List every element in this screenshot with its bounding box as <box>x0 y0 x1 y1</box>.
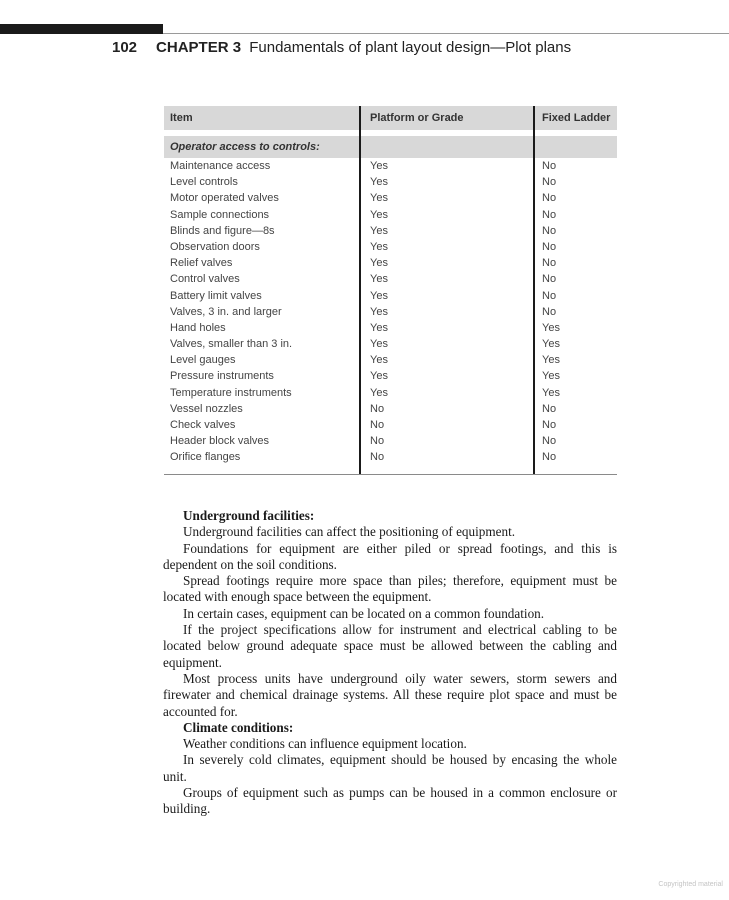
row-item-cell: Blinds and figure—8s <box>170 224 275 237</box>
row-ladder-cell: No <box>533 190 617 206</box>
table-row <box>164 255 617 271</box>
row-ladder-cell: No <box>533 223 617 239</box>
body-text <box>163 508 617 818</box>
table-row <box>164 385 617 401</box>
row-platform-cell: No <box>359 433 533 449</box>
table-section-title: Operator access to controls: <box>170 141 320 153</box>
running-head <box>112 38 571 58</box>
row-platform-cell: No <box>359 449 533 465</box>
body-paragraph: In certain cases, equipment can be located on a common foundation. <box>183 605 545 621</box>
body-paragraph: Underground facilities can affect the positioning of equipment. <box>183 524 516 540</box>
row-ladder-cell: No <box>533 239 617 255</box>
section-heading: Climate conditions: <box>183 719 294 735</box>
row-item-cell: Valves, 3 in. and larger <box>170 305 282 318</box>
row-ladder-cell: No <box>533 255 617 271</box>
chapter-title: Fundamentals of plant layout design—Plot plans <box>249 39 572 56</box>
row-platform-cell: Yes <box>359 158 533 174</box>
table-header <box>164 106 617 130</box>
row-item-cell: Observation doors <box>170 240 260 253</box>
row-item-cell: Hand holes <box>170 321 226 334</box>
row-item-cell: Orifice flanges <box>170 451 241 464</box>
row-item-cell: Sample connections <box>170 208 270 221</box>
row-ladder-cell: Yes <box>533 352 617 368</box>
column-header-ladder: Fixed Ladder <box>533 106 617 130</box>
row-item-cell: Maintenance access <box>170 160 271 172</box>
row-item-cell: Battery limit valves <box>170 289 262 302</box>
row-platform-cell: No <box>359 417 533 433</box>
table-row <box>164 223 617 239</box>
table-section-row <box>164 136 617 158</box>
table-row <box>164 174 617 190</box>
table-row <box>164 352 617 368</box>
row-ladder-cell: Yes <box>533 385 617 401</box>
table-row <box>164 433 617 449</box>
table-row <box>164 417 617 433</box>
table-row <box>164 401 617 417</box>
body-paragraph: Foundations for equipment are either piled or spread footings, and this is dependent on the soil conditions. <box>163 540 617 572</box>
row-ladder-cell: No <box>533 449 617 465</box>
body-paragraph: In severely cold climates, equipment should be housed by encasing the whole unit. <box>163 752 617 784</box>
table-row <box>164 304 617 320</box>
row-platform-cell: Yes <box>359 368 533 384</box>
body-paragraph: Spread footings require more space than piles; therefore, equipment must be located with enough space between the equipment. <box>163 573 617 605</box>
row-ladder-cell: No <box>533 433 617 449</box>
table-row <box>164 320 617 336</box>
body-paragraph: Most process units have underground oily water sewers, storm sewers and firewater and chemical drainage systems. All these require plot space and must be accounted for. <box>163 670 617 719</box>
row-item-cell: Vessel nozzles <box>170 402 243 415</box>
table-row <box>164 449 617 465</box>
row-ladder-cell: Yes <box>533 336 617 352</box>
row-item-cell: Relief valves <box>170 257 233 270</box>
access-table <box>164 106 617 475</box>
section-heading: Underground facilities: <box>183 508 315 523</box>
row-ladder-cell: No <box>533 207 617 223</box>
row-ladder-cell: No <box>533 401 617 417</box>
row-platform-cell: Yes <box>359 223 533 239</box>
table-row <box>164 368 617 384</box>
row-item-cell: Level gauges <box>170 354 236 367</box>
row-platform-cell: Yes <box>359 190 533 206</box>
copyright-watermark: Copyrighted material <box>658 881 723 888</box>
row-item-cell: Header block valves <box>170 435 270 448</box>
body-paragraph: Groups of equipment such as pumps can be housed in a common enclosure or building. <box>163 785 617 817</box>
table-row <box>164 190 617 206</box>
table-row <box>164 336 617 352</box>
row-item-cell: Motor operated valves <box>170 192 279 205</box>
row-platform-cell: Yes <box>359 385 533 401</box>
row-ladder-cell: No <box>533 288 617 304</box>
table-row <box>164 158 617 174</box>
row-ladder-cell: Yes <box>533 320 617 336</box>
row-ladder-cell: No <box>533 158 617 174</box>
row-platform-cell: Yes <box>359 207 533 223</box>
table-row <box>164 207 617 223</box>
row-platform-cell: Yes <box>359 320 533 336</box>
row-item-cell: Level controls <box>170 176 238 189</box>
row-ladder-cell: No <box>533 304 617 320</box>
header-rule <box>163 33 729 34</box>
row-ladder-cell: Yes <box>533 368 617 384</box>
table-row <box>164 288 617 304</box>
table-row <box>164 239 617 255</box>
row-item-cell: Valves, smaller than 3 in. <box>170 338 293 351</box>
row-platform-cell: Yes <box>359 239 533 255</box>
chapter-label: CHAPTER 3 <box>156 39 242 56</box>
row-item-cell: Control valves <box>170 273 240 286</box>
table-bottom-rule <box>164 474 617 475</box>
row-platform-cell: Yes <box>359 271 533 287</box>
page-number: 102 <box>112 39 138 56</box>
row-platform-cell: Yes <box>359 352 533 368</box>
row-platform-cell: Yes <box>359 304 533 320</box>
table-row <box>164 271 617 287</box>
body-paragraph: If the project specifications allow for instrument and electrical cabling to be located below ground adequate space must be allowed between the cabling and equipment. <box>163 622 617 670</box>
row-item-cell: Pressure instruments <box>170 370 274 383</box>
column-header-item: Item <box>170 112 193 124</box>
table-body <box>164 158 617 466</box>
header-bar <box>0 24 163 34</box>
row-platform-cell: Yes <box>359 336 533 352</box>
row-ladder-cell: No <box>533 174 617 190</box>
row-ladder-cell: No <box>533 271 617 287</box>
row-platform-cell: Yes <box>359 288 533 304</box>
row-item-cell: Check valves <box>170 419 236 431</box>
row-platform-cell: No <box>359 401 533 417</box>
row-item-cell: Temperature instruments <box>170 386 292 399</box>
row-platform-cell: Yes <box>359 255 533 271</box>
body-paragraph: Weather conditions can influence equipment location. <box>183 736 467 752</box>
row-ladder-cell: No <box>533 417 617 433</box>
column-header-platform: Platform or Grade <box>359 106 533 130</box>
row-platform-cell: Yes <box>359 174 533 190</box>
